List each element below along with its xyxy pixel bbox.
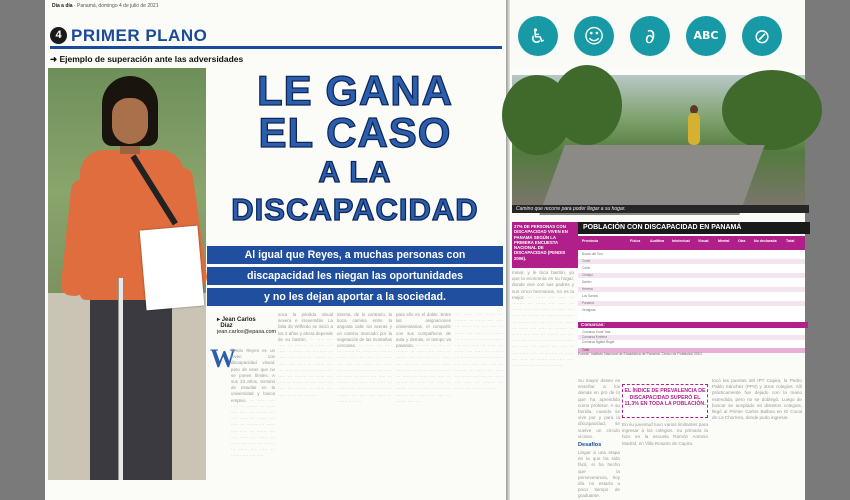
brain-icon: ☺ xyxy=(574,16,614,56)
table-row: Veraguas xyxy=(582,308,596,312)
table-row: Chiriquí xyxy=(578,273,805,278)
table-row: Herrera xyxy=(578,287,805,292)
headline-line-3: A LA xyxy=(318,156,392,189)
table-row: Bocas del Toro xyxy=(582,252,604,256)
right-body-column-1: minar, y le toca bastón, ya que la economía en su hogar, donde vive con sus padres y sus cinco hermanos, no es la mejor. ··· ······ ···· ····· ··· ········ ··· ······ ···· ····· ··· ······· ···· ···· ····· ··· ······ ···· ····· ··· ········ ··· ······ ···· ····· ··· ······· ···· ···· ····· ··· ······ ··· ······ ···· ····· ··· ········ ··· ······ ···· ····· ··· ······· ···· ···· ····· ···· ····· ··· ········ ··· ······ ···· ····· ··· ······· ···· ···· ··· ······ ···· ····· ··· ········ ··· ······ ···· ····· ··· ······· ···· ···· ····· ··· ······ ···· ····· ··· ········ xyxy=(512,270,575,369)
section-number: 4 xyxy=(50,27,67,44)
dropcap-letter: W xyxy=(210,344,236,373)
right-body-column-4: tocó las puertas del IPT Capira, la Pedro Pablo Sánchez (PPS) y otros colegios. Allí prácticamente fue dejado con la mano extendida, pero no se doblegó. Luego de buscar se aceptado en distintos colegios, llegó al Primer Carlos Balboa en El Cocal de La Chorrera, donde pudo ingresar. xyxy=(712,378,802,421)
right-page xyxy=(510,0,805,500)
wheelchair-icon: ♿ xyxy=(518,16,558,56)
table-total-row: Total xyxy=(578,348,805,353)
table-row: Darién xyxy=(582,280,592,284)
table-row: Comarca Ngäbe Buglé xyxy=(582,340,615,344)
photo-caption: Camino que recorre para poder llegar a su hogar. xyxy=(512,205,809,213)
right-body-column-2b: Llegar a una etapa en la que ha sido fácil, sí ha hecho que la perseverancia, hoy día no estaría a poco tiempo de graduarse. xyxy=(578,450,620,499)
headline-line-4: DISCAPACIDAD xyxy=(231,192,479,227)
article-deck xyxy=(207,246,503,309)
disability-table xyxy=(578,236,805,352)
body-column-5: ··· ······ ···· ····· ··· ········ ··· ······ ···· ····· ··· ······· ···· ···· ····· ··· ······ ···· ····· ··· ········ ··· ······ ···· ····· ··· ······· ···· ···· ····· ··· ······ ··· ······ ···· ····· ··· ········ ··· ······ ···· ····· ··· ······· ···· ···· ····· ···· ····· ··· ········ ··· ······ ···· ····· ··· ······· ···· ···· ··· ······ ···· ····· ··· ········ ··· ······ ···· ····· ··· ······· xyxy=(455,312,503,392)
table-row: Los Santos xyxy=(582,294,598,298)
comarcas-label: Comarcas: xyxy=(578,322,808,328)
portrait-photo xyxy=(48,68,206,480)
table-row: Panamá xyxy=(578,301,805,306)
body-column-3: interna, de lo contrario, la boca camina entre la angosta calle sin aceras y un camino marcado por la vegetación de las montañas cercanas. ··· ······ ···· ····· ··· ········ ··· ······ ···· ····· ··· ······· ···· ···· ····· ··· ······ ···· ····· ··· ········ ··· ······ ···· ····· ··· ······· ···· ···· ····· ··· ······ ··· ······ ···· ····· ··· ········ ··· ······ ···· ····· ··· ······· ···· ···· ····· ···· ····· ··· ········ ··· ······ ···· ····· ··· ······· ···· ···· xyxy=(337,312,392,404)
left-page xyxy=(45,0,506,500)
table-source: Fuente: Instituto Nacional de Estadística de Panamá. Censo de Población 2010. xyxy=(578,352,703,356)
road-photo xyxy=(512,75,805,205)
page-dateline: Día a día · Panamá, domingo 4 de julio de 2021 xyxy=(52,3,159,9)
table-title: POBLACIÓN CON DISCAPACIDAD EN PANAMÁ xyxy=(578,222,810,234)
table-header-row: Provincia Física Auditiva Intelectual Visual Mental Otra No declarada Total xyxy=(578,236,805,250)
eye-off-icon: ⊘ xyxy=(742,16,782,56)
disability-icons-strip xyxy=(510,0,805,68)
article-kicker: ➜ Ejemplo de superación ante las adversidades xyxy=(50,54,244,64)
deck-line-3: y no les dejan aportar a la sociedad. xyxy=(207,288,503,306)
body-column-1: ilfredo Reyes es un joven con discapacidad visual, pero de esos que no se ponen límites. A sus 23 años, terminó de estudiar en la universidad y busca empleo. ··· ······ ···· ····· ··· ········ ··· ······ ···· ····· ··· ······· ···· ···· ····· ··· ······ ···· ····· ··· ········ ··· ······ ···· ····· ··· ······· ···· ···· ····· ··· ······ ··· ······ ···· ····· ··· ········ ··· ······ ···· ····· ··· ······· ···· ···· ····· xyxy=(231,348,275,459)
headline-line-1: LE GANA xyxy=(257,67,453,114)
highlight-box: EL ÍNDICE DE PREVALENCIA DE DISCAPACIDAD SUPERÓ EL 11.3% EN TODA LA POBLACIÓN. xyxy=(622,384,708,418)
section-title: PRIMER PLANO xyxy=(71,26,208,45)
body-column-4: para ello es el doble. Entre las asignaciones universitarias, el compartir con sus compañeros de aula y demás, el tiempo va pasando. ··· ······ ···· ····· ··· ········ ··· ······ ···· ····· ··· ······· ···· ···· ····· ··· ······ ···· ····· ··· ········ ··· ······ ···· ····· ··· ······· ···· ···· ····· ··· ······ ··· ······ ···· ····· ··· ········ ··· ······ ···· ····· ··· ······· ···· ···· ····· ···· ····· ··· ········ ··· ······ ···· ····· ··· ······· ···· ···· xyxy=(396,312,451,404)
byline: ▸ Jean Carlos Díaz jean.carlos@epasa.com xyxy=(217,317,277,335)
deck-line-1: Al igual que Reyes, a muchas personas con xyxy=(207,246,503,264)
right-body-column-3: En su juventud tuvo varios limitantes para ingresar a los colegios. Su primaria la hizo en la escuela Ramón Antonio Madrid, en Villa Rosario de Capira. xyxy=(622,422,708,446)
section-header xyxy=(50,26,502,49)
abc-icon: ABC xyxy=(686,16,726,56)
subhead-desafios: Desafíos xyxy=(578,442,602,448)
stat-box: 27% DE PERSONAS CON DISCAPACIDAD VIVEN EN PANAMÁ SEGÚN LA PRIMERA ENCUESTA NACIONAL DE DISCAPACIDAD (PENDIS 2006). xyxy=(512,222,578,268)
body-column-2: voca la pérdida visual severa e irreversible. La falta de Wilfredo se inició a los 2 años y ahora depende de su bastón. ··· ······ ···· ····· ··· ········ ··· ······ ···· ····· ··· ······· ···· ···· ····· ··· ······ ···· ····· ··· ········ ··· ······ ···· ····· ··· ······· ···· ···· ····· ··· ······ ··· ······ ···· ····· ··· ········ ··· ······ ···· ····· ··· ······· ···· ···· ····· ···· ····· ··· ········ ··· ······ ···· ····· ··· ······· ···· ···· xyxy=(278,312,333,398)
table-row: Coclé xyxy=(578,259,805,264)
table-row: Comarca Emberá xyxy=(578,335,805,340)
deck-line-2: discapacidad les niegan las oportunidades xyxy=(207,267,503,285)
table-row: Comarca Kuna Yala xyxy=(582,330,611,334)
right-body-column-2: Su mayor deseo es enseñar a los demás en pro de lo que ha aprendido como profesor. A su familia, cuando se vive por y para la discapacidad, se vuelve un círculo vicioso. xyxy=(578,378,620,439)
headline-line-2: EL CASO xyxy=(258,109,452,156)
table-row: Colón xyxy=(582,266,591,270)
ear-icon: ∂ xyxy=(630,16,670,56)
